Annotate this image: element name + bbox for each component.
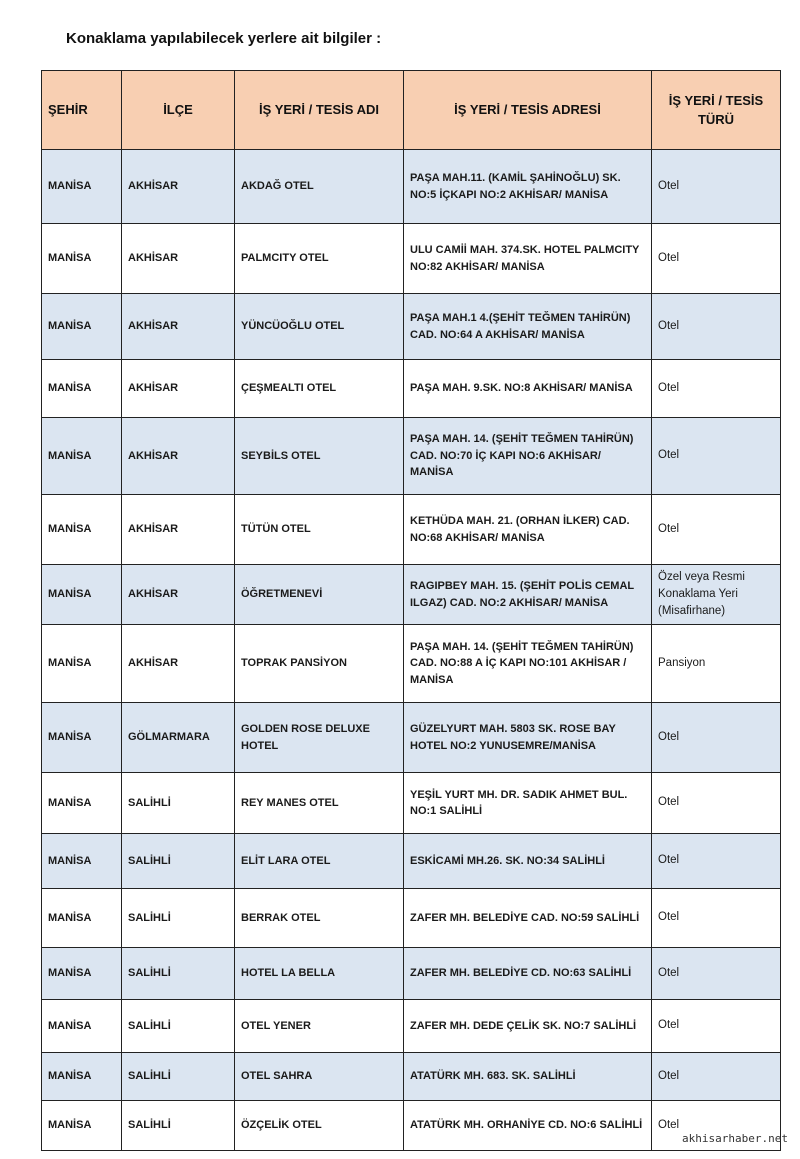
cell-city: MANİSA — [42, 834, 122, 889]
cell-address: PAŞA MAH. 14. (ŞEHİT TEĞMEN TAHİRÜN) CAD. NO:88 A İÇ KAPI NO:101 AKHİSAR / MANİSA — [404, 625, 652, 703]
cell-name: TÜTÜN OTEL — [235, 495, 404, 565]
table-row — [42, 495, 781, 565]
cell-city: MANİSA — [42, 418, 122, 495]
cell-name: OTEL YENER — [235, 1000, 404, 1053]
cell-address: RAGIPBEY MAH. 15. (ŞEHİT POLİS CEMAL ILGAZ) CAD. NO:2 AKHİSAR/ MANİSA — [404, 565, 652, 625]
cell-name: YÜNCÜOĞLU OTEL — [235, 294, 404, 360]
table-row — [42, 418, 781, 495]
cell-district: AKHİSAR — [122, 360, 235, 418]
cell-type: Otel — [652, 150, 781, 224]
cell-type: Otel — [652, 1101, 781, 1151]
cell-address: PAŞA MAH.1 4.(ŞEHİT TEĞMEN TAHİRÜN) CAD. NO:64 A AKHİSAR/ MANİSA — [404, 294, 652, 360]
cell-address: PAŞA MAH. 14. (ŞEHİT TEĞMEN TAHİRÜN) CAD. NO:70 İÇ KAPI NO:6 AKHİSAR/ MANİSA — [404, 418, 652, 495]
watermark: akhisarhaber.net — [682, 1132, 788, 1145]
cell-district: AKHİSAR — [122, 150, 235, 224]
cell-district: SALİHLİ — [122, 889, 235, 948]
cell-district: SALİHLİ — [122, 773, 235, 834]
cell-name: ELİT LARA OTEL — [235, 834, 404, 889]
table-header-row — [42, 71, 781, 150]
cell-city: MANİSA — [42, 360, 122, 418]
cell-city: MANİSA — [42, 773, 122, 834]
cell-type: Otel — [652, 948, 781, 1000]
cell-type: Otel — [652, 294, 781, 360]
accommodation-table — [41, 70, 781, 1151]
cell-type: Özel veya Resmi Konaklama Yeri (Misafirhane) — [652, 565, 781, 625]
cell-city: MANİSA — [42, 150, 122, 224]
cell-name: ÖĞRETMENEVİ — [235, 565, 404, 625]
cell-district: SALİHLİ — [122, 1000, 235, 1053]
cell-district: AKHİSAR — [122, 565, 235, 625]
cell-name: ÇEŞMEALTI OTEL — [235, 360, 404, 418]
cell-address: ULU CAMİİ MAH. 374.SK. HOTEL PALMCITY NO:82 AKHİSAR/ MANİSA — [404, 224, 652, 294]
cell-address: ATATÜRK MH. ORHANİYE CD. NO:6 SALİHLİ — [404, 1101, 652, 1151]
table-row — [42, 1101, 781, 1151]
cell-city: MANİSA — [42, 703, 122, 773]
cell-address: ATATÜRK MH. 683. SK. SALİHLİ — [404, 1053, 652, 1101]
cell-name: OTEL SAHRA — [235, 1053, 404, 1101]
cell-district: AKHİSAR — [122, 625, 235, 703]
header-name: İŞ YERİ / TESİS ADI — [235, 71, 404, 150]
table-row — [42, 1053, 781, 1101]
cell-city: MANİSA — [42, 1101, 122, 1151]
cell-district: SALİHLİ — [122, 948, 235, 1000]
cell-type: Otel — [652, 418, 781, 495]
cell-district: SALİHLİ — [122, 1101, 235, 1151]
cell-name: BERRAK OTEL — [235, 889, 404, 948]
cell-city: MANİSA — [42, 625, 122, 703]
cell-district: AKHİSAR — [122, 224, 235, 294]
cell-name: GOLDEN ROSE DELUXE HOTEL — [235, 703, 404, 773]
table-row — [42, 834, 781, 889]
table-row — [42, 150, 781, 224]
table-row — [42, 565, 781, 625]
cell-city: MANİSA — [42, 889, 122, 948]
cell-name: TOPRAK PANSİYON — [235, 625, 404, 703]
cell-type: Otel — [652, 495, 781, 565]
cell-address: PAŞA MAH. 9.SK. NO:8 AKHİSAR/ MANİSA — [404, 360, 652, 418]
table-row — [42, 360, 781, 418]
cell-type: Otel — [652, 1000, 781, 1053]
cell-address: ESKİCAMİ MH.26. SK. NO:34 SALİHLİ — [404, 834, 652, 889]
table-row — [42, 773, 781, 834]
table-row — [42, 948, 781, 1000]
cell-name: AKDAĞ OTEL — [235, 150, 404, 224]
cell-city: MANİSA — [42, 948, 122, 1000]
cell-city: MANİSA — [42, 1053, 122, 1101]
header-address: İŞ YERİ / TESİS ADRESİ — [404, 71, 652, 150]
cell-district: SALİHLİ — [122, 834, 235, 889]
cell-district: AKHİSAR — [122, 294, 235, 360]
table-row — [42, 1000, 781, 1053]
cell-address: GÜZELYURT MAH. 5803 SK. ROSE BAY HOTEL NO:2 YUNUSEMRE/MANİSA — [404, 703, 652, 773]
cell-name: PALMCITY OTEL — [235, 224, 404, 294]
cell-city: MANİSA — [42, 495, 122, 565]
table-row — [42, 294, 781, 360]
document-title: Konaklama yapılabilecek yerlere ait bilgiler : — [66, 30, 382, 47]
cell-address: YEŞİL YURT MH. DR. SADIK AHMET BUL. NO:1 SALİHLİ — [404, 773, 652, 834]
cell-city: MANİSA — [42, 224, 122, 294]
cell-city: MANİSA — [42, 294, 122, 360]
header-city: ŞEHİR — [42, 71, 122, 150]
cell-district: AKHİSAR — [122, 495, 235, 565]
cell-type: Pansiyon — [652, 625, 781, 703]
cell-address: KETHÜDA MAH. 21. (ORHAN İLKER) CAD. NO:68 AKHİSAR/ MANİSA — [404, 495, 652, 565]
cell-address: ZAFER MH. DEDE ÇELİK SK. NO:7 SALİHLİ — [404, 1000, 652, 1053]
cell-name: SEYBİLS OTEL — [235, 418, 404, 495]
cell-name: ÖZÇELİK OTEL — [235, 1101, 404, 1151]
header-type: İŞ YERİ / TESİS TÜRÜ — [652, 71, 781, 150]
cell-address: PAŞA MAH.11. (KAMİL ŞAHİNOĞLU) SK. NO:5 İÇKAPI NO:2 AKHİSAR/ MANİSA — [404, 150, 652, 224]
cell-name: HOTEL LA BELLA — [235, 948, 404, 1000]
cell-city: MANİSA — [42, 1000, 122, 1053]
header-district: İLÇE — [122, 71, 235, 150]
cell-type: Otel — [652, 773, 781, 834]
cell-district: GÖLMARMARA — [122, 703, 235, 773]
cell-district: AKHİSAR — [122, 418, 235, 495]
cell-name: REY MANES OTEL — [235, 773, 404, 834]
cell-city: MANİSA — [42, 565, 122, 625]
cell-type: Otel — [652, 703, 781, 773]
cell-type: Otel — [652, 889, 781, 948]
cell-address: ZAFER MH. BELEDİYE CAD. NO:59 SALİHLİ — [404, 889, 652, 948]
cell-district: SALİHLİ — [122, 1053, 235, 1101]
cell-type: Otel — [652, 224, 781, 294]
cell-type: Otel — [652, 360, 781, 418]
cell-type: Otel — [652, 834, 781, 889]
cell-address: ZAFER MH. BELEDİYE CD. NO:63 SALİHLİ — [404, 948, 652, 1000]
table-row — [42, 224, 781, 294]
table-row — [42, 889, 781, 948]
table-row — [42, 625, 781, 703]
table-row — [42, 703, 781, 773]
cell-type: Otel — [652, 1053, 781, 1101]
